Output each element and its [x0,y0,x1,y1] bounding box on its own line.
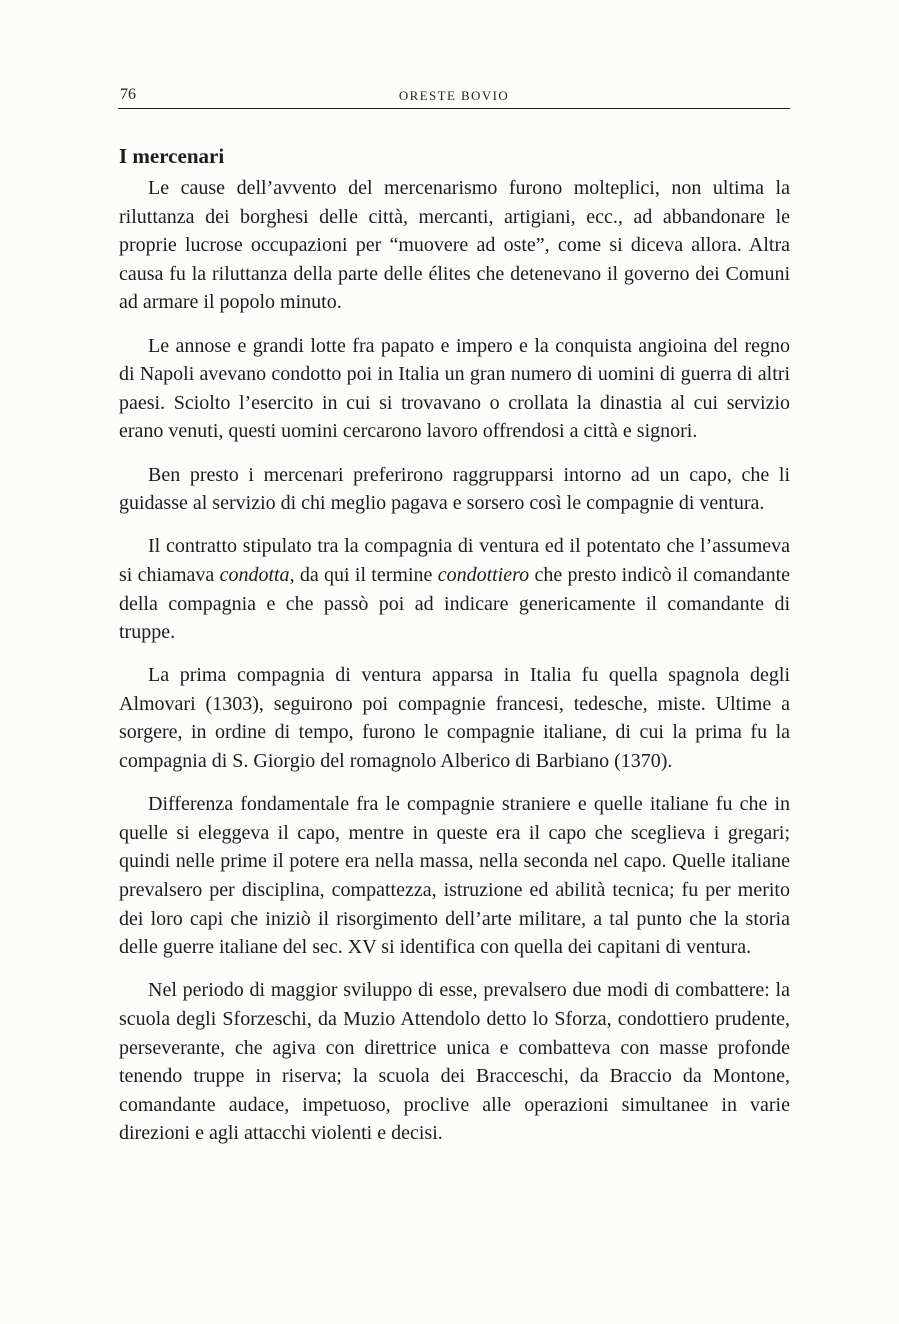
paragraph-3 [119,461,790,518]
page-header [118,86,790,109]
section-title: I mercenari [119,144,225,168]
page-content [119,140,790,1163]
term-condottiero: condottiero [437,563,530,586]
paragraph-text: , da qui il termine [289,563,438,586]
paragraph-7 [119,976,790,1148]
paragraph-text: Il contratto stipulato tra la compagnia di ventura ed il potentato che l’assumeva si chiamava [119,535,790,586]
paragraph-text: Ben presto i mercenari preferirono raggrupparsi intorno ad un capo, che li guidasse al servizio di chi meglio pagava e sorsero così le compagnie di ventura. [119,463,790,515]
paragraph-text: Le annose e grandi lotte fra papato e impero e la conquista angioina del regno di Napoli avevano condotto poi in Italia un gran numero di uomini di guerra di altri paesi. Sciolto l’esercito in cui si trovavano o crollata la dinastia al cui servizio erano venuti, questi uomini cercarono lavoro offrendosi a città e signori. [119,334,790,443]
page-number: 76 [120,86,136,103]
paragraph-text: Differenza fondamentale fra le compagnie straniere e quelle italiane fu che in quelle si eleggeva il capo, mentre in queste era il capo che sceglieva i gregari; quindi nelle prime il potere era nella massa, nella seconda nel capo. Quelle italiane prevalsero per disciplina, compattezza, istruzione ed abilità tecnica; fu per merito dei loro capi che iniziò il risorgimento dell’arte militare, a tal punto che la storia delle guerre italiane del sec. XV si identifica con quella dei capitani di ventura. [119,793,790,959]
paragraph-text: La prima compagnia di ventura apparsa in Italia fu quella spagnola degli Almovari (1303), seguirono poi compagnie francesi, tedesche, miste. Ultime a sorgere, in ordine di tempo, furono le compagnie italiane, di cui la prima fu la compagnia di S. Giorgio del romagnolo Alberico di Barbiano (1370). [119,664,790,773]
running-head: ORESTE BOVIO [398,88,510,103]
paragraph-text: che presto indicò il comandante della compagnia e che passò poi ad indicare genericamente il comandante di truppe. [119,563,790,644]
paragraph-text: Nel periodo di maggior sviluppo di esse, prevalsero due modi di combattere: la scuola degli Sforzeschi, da Muzio Attendolo detto lo Sforza, condottiero prudente, perseverante, che agiva con direttrice unica e combatteva con masse profonde tenendo truppe in riserva; la scuola dei Bracceschi, da Braccio da Montone, comandante audace, impetuoso, proclive alle operazioni simultanee in varie direzioni e agli attacchi violenti e decisi. [119,979,790,1145]
paragraph-text: Le cause dell’avvento del mercenarismo furono molteplici, non ultima la riluttanza dei borghesi delle città, mercanti, artigiani, ecc., ad abbandonare le proprie lucrose occupazioni per “muovere ad oste”, come si diceva allora. Altra causa fu la riluttanza della parte delle élites che detenevano il governo dei Comuni ad armare il popolo minuto. [119,177,790,314]
paragraph-5 [119,661,790,775]
paragraph-2 [119,332,790,446]
paragraph-1 [119,174,790,317]
term-condotta: condotta [219,563,290,586]
paragraph-4 [119,532,790,646]
paragraph-6 [119,790,790,962]
